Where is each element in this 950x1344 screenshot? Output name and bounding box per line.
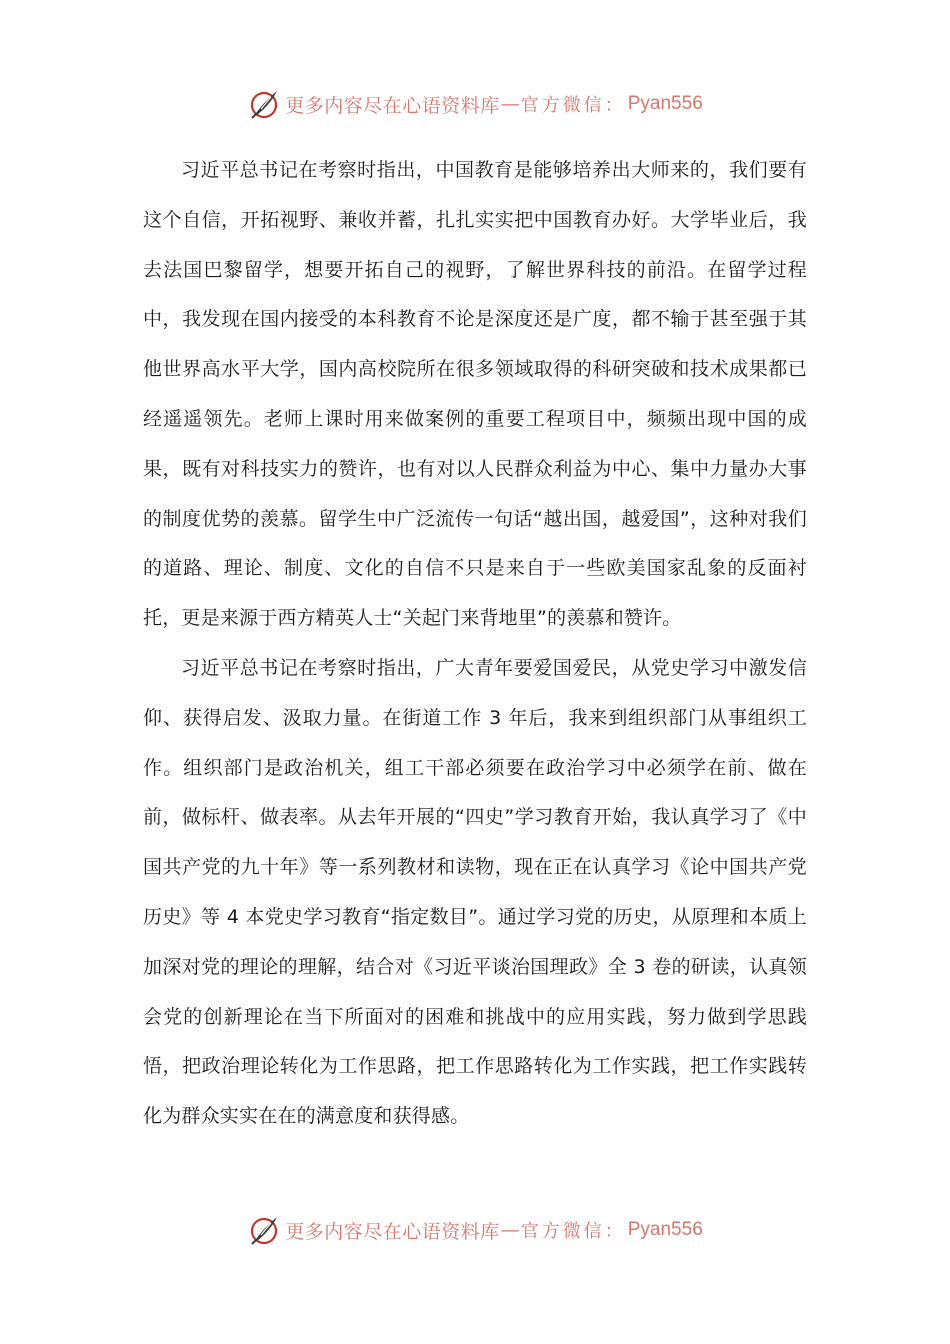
banner-dash: — (500, 93, 520, 115)
banner-brand-text: 更多内容尽在心语资料库 (285, 94, 500, 117)
banner-brand-text: 更多内容尽在心语资料库 (285, 1220, 500, 1243)
document-body (143, 146, 807, 1142)
banner-wechat-label: 官方微信： (520, 95, 626, 116)
banner-wechat-id: Pyan556 (627, 93, 703, 114)
banner-wechat-label: 官方微信： (520, 1221, 626, 1242)
header-banner (0, 84, 950, 124)
paragraph-1: 习近平总书记在考察时指出，中国教育是能够培养出大师来的，我们要有这个自信，开拓视野、兼收并蓄，扎扎实实把中国教育办好。大学毕业后，我去法国巴黎留学，想要开拓自己的视野，了解世界科技的前沿。在留学过程中，我发现在国内接受的本科教育不论是深度还是广度，都不输于甚至强于其他世界高水平大学，国内高校院所在很多领域取得的科研突破和技术成果都已经遥遥领先。老师上课时用来做案例的重要工程项目中，频频出现中国的成果，既有对科技实力的赞许，也有对以人民群众利益为中心、集中力量办大事的制度优势的羡慕。留学生中广泛流传一句话“越出国，越爱国”，这种对我们的道路、理论、制度、文化的自信不只是来自于一些欧美国家乱象的反面衬托，更是来源于西方精英人士“关起门来背地里”的羡慕和赞许。 (143, 159, 807, 630)
banner-dash: — (500, 1219, 520, 1241)
quill-pen-logo-icon (247, 87, 281, 121)
banner-wechat-id: Pyan556 (627, 1219, 703, 1240)
quill-pen-logo-icon (247, 1213, 281, 1247)
footer-banner (0, 1210, 950, 1250)
paragraph-2: 习近平总书记在考察时指出，广大青年要爱国爱民，从党史学习中激发信仰、获得启发、汲取力量。在街道工作 3 年后，我来到组织部门从事组织工作。组织部门是政治机关，组工干部必须要在政治学习中必须学在前、做在前，做标杆、做表率。从去年开展的“四史”学习教育开始，我认真学习了《中国共产党的九十年》等一系列教材和读物，现在正在认真学习《论中国共产党历史》等 4 本党史学习教育“指定数目”。通过学习党的历史，从原理和本质上加深对党的理论的理解，结合对《习近平谈治国理政》全 3 卷的研读，认真领会党的创新理论在当下所面对的困难和挑战中的应用实践，努力做到学思践悟，把政治理论转化为工作思路，把工作思路转化为工作实践，把工作实践转化为群众实实在在的满意度和获得感。 (143, 656, 807, 1128)
